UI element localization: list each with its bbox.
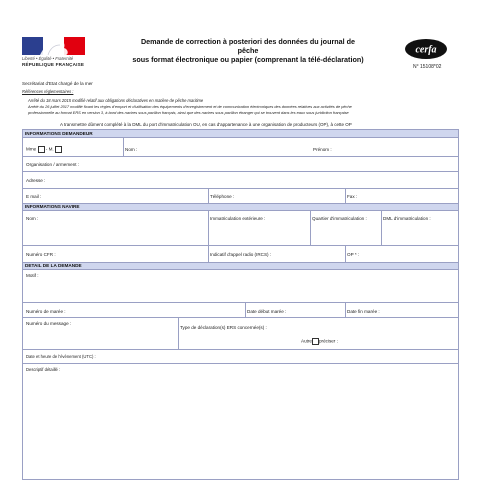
fax-field[interactable]: Fax : [347,194,358,199]
transmit-text: A transmettre dûment complété à la DML du port d'immatriculation OU, en cas d'appartenance à une organisation de producteurs (OP), à cette OP [60,122,352,127]
title-line-1: Demande de correction à posteriori des données du journal de pêche [140,37,356,55]
date-debut-field[interactable]: Date début marée : [247,309,287,314]
logo-republic: RÉPUBLIQUE FRANÇAISE [22,62,85,67]
logo-motto: Liberté • Égalité • Fraternité [22,56,74,61]
date-fin-field[interactable]: Date fin marée : [347,309,380,314]
ref-line-2: Arrêté du 26 juillet 2017 modifié fixant les règles d'emport et d'utilisation des équipements d'enregistrement et de communication électroniques des données relatives aux activités de pêche [28,104,352,109]
type-declaration-label: Type de déclaration(s) ERS concernée(s) : [180,325,267,330]
date-heure-field[interactable]: Date et heure de l'évènement (UTC) : [26,354,96,359]
adresse-field[interactable]: Adresse : [26,178,46,183]
nom-navire-field[interactable]: Nom : [26,216,39,221]
nom-field[interactable]: Nom : [125,147,138,152]
descriptif-field[interactable]: Descriptif détaillé : [26,367,61,372]
ircs-field[interactable]: Indicatif d'appel radio (IRCS) : [210,252,272,257]
cerfa-logo-text: cerfa [415,44,437,56]
organisation-field[interactable]: Organisation / armement : [26,162,80,167]
immatriculation-exterieure-field[interactable]: Immatriculation extérieure : [210,216,266,221]
telephone-field[interactable]: Téléphone : [210,194,235,199]
section-navire: INFORMATIONS NAVIRE [23,203,458,210]
autre-label: Autre [301,338,312,344]
quartier-field[interactable]: Quartier d'immatriculation : [312,216,367,221]
maree-field[interactable]: Numéro de marée : [26,309,66,314]
dml-field[interactable]: DML d'immatriculation : [383,216,431,221]
section-demandeur: INFORMATIONS DEMANDEUR [23,130,458,137]
m-checkbox[interactable] [55,146,62,153]
section-demande: DETAIL DE LA DEMANDE [23,262,458,269]
motif-field[interactable]: Motif : [26,273,39,278]
autre-group [301,338,338,345]
num-message-field[interactable]: Numéro du message : [26,321,72,326]
refs-label: Références réglementaires : [22,89,74,94]
op-field[interactable]: OP * : [347,252,360,257]
ref-line-3: professionnelle au format ERS en version 3, à bord des navires sous pavillon français, ainsi que des navires sous pavillon étranger qui se trouvent dans les eaux sous juridiction française [28,110,349,115]
cfr-field[interactable]: Numéro CFR : [26,252,56,257]
prenom-field[interactable]: Prénom : [313,147,332,152]
preciser-label: préciser : [318,338,338,344]
mme-checkbox[interactable] [38,146,45,153]
ref-line-1: Arrêté du 18 mars 2015 modifié relatif aux obligations déclaratives en matière de pêche maritime [28,98,204,103]
civility-group [26,146,62,153]
cerfa-logo [404,38,448,60]
page-title [130,37,366,64]
form-number: N° 15108*02 [413,64,442,70]
form-body [22,129,459,480]
title-line-2: sous format électronique ou papier (comprenant la télé-déclaration) [132,55,364,64]
mme-label: Mme [26,146,37,152]
secretariat-text: Secrétariat d'Etat chargé de la mer [22,81,93,86]
autre-checkbox[interactable] [312,338,319,345]
email-field[interactable]: E mail : [26,194,42,199]
m-label: - M. [45,146,54,152]
